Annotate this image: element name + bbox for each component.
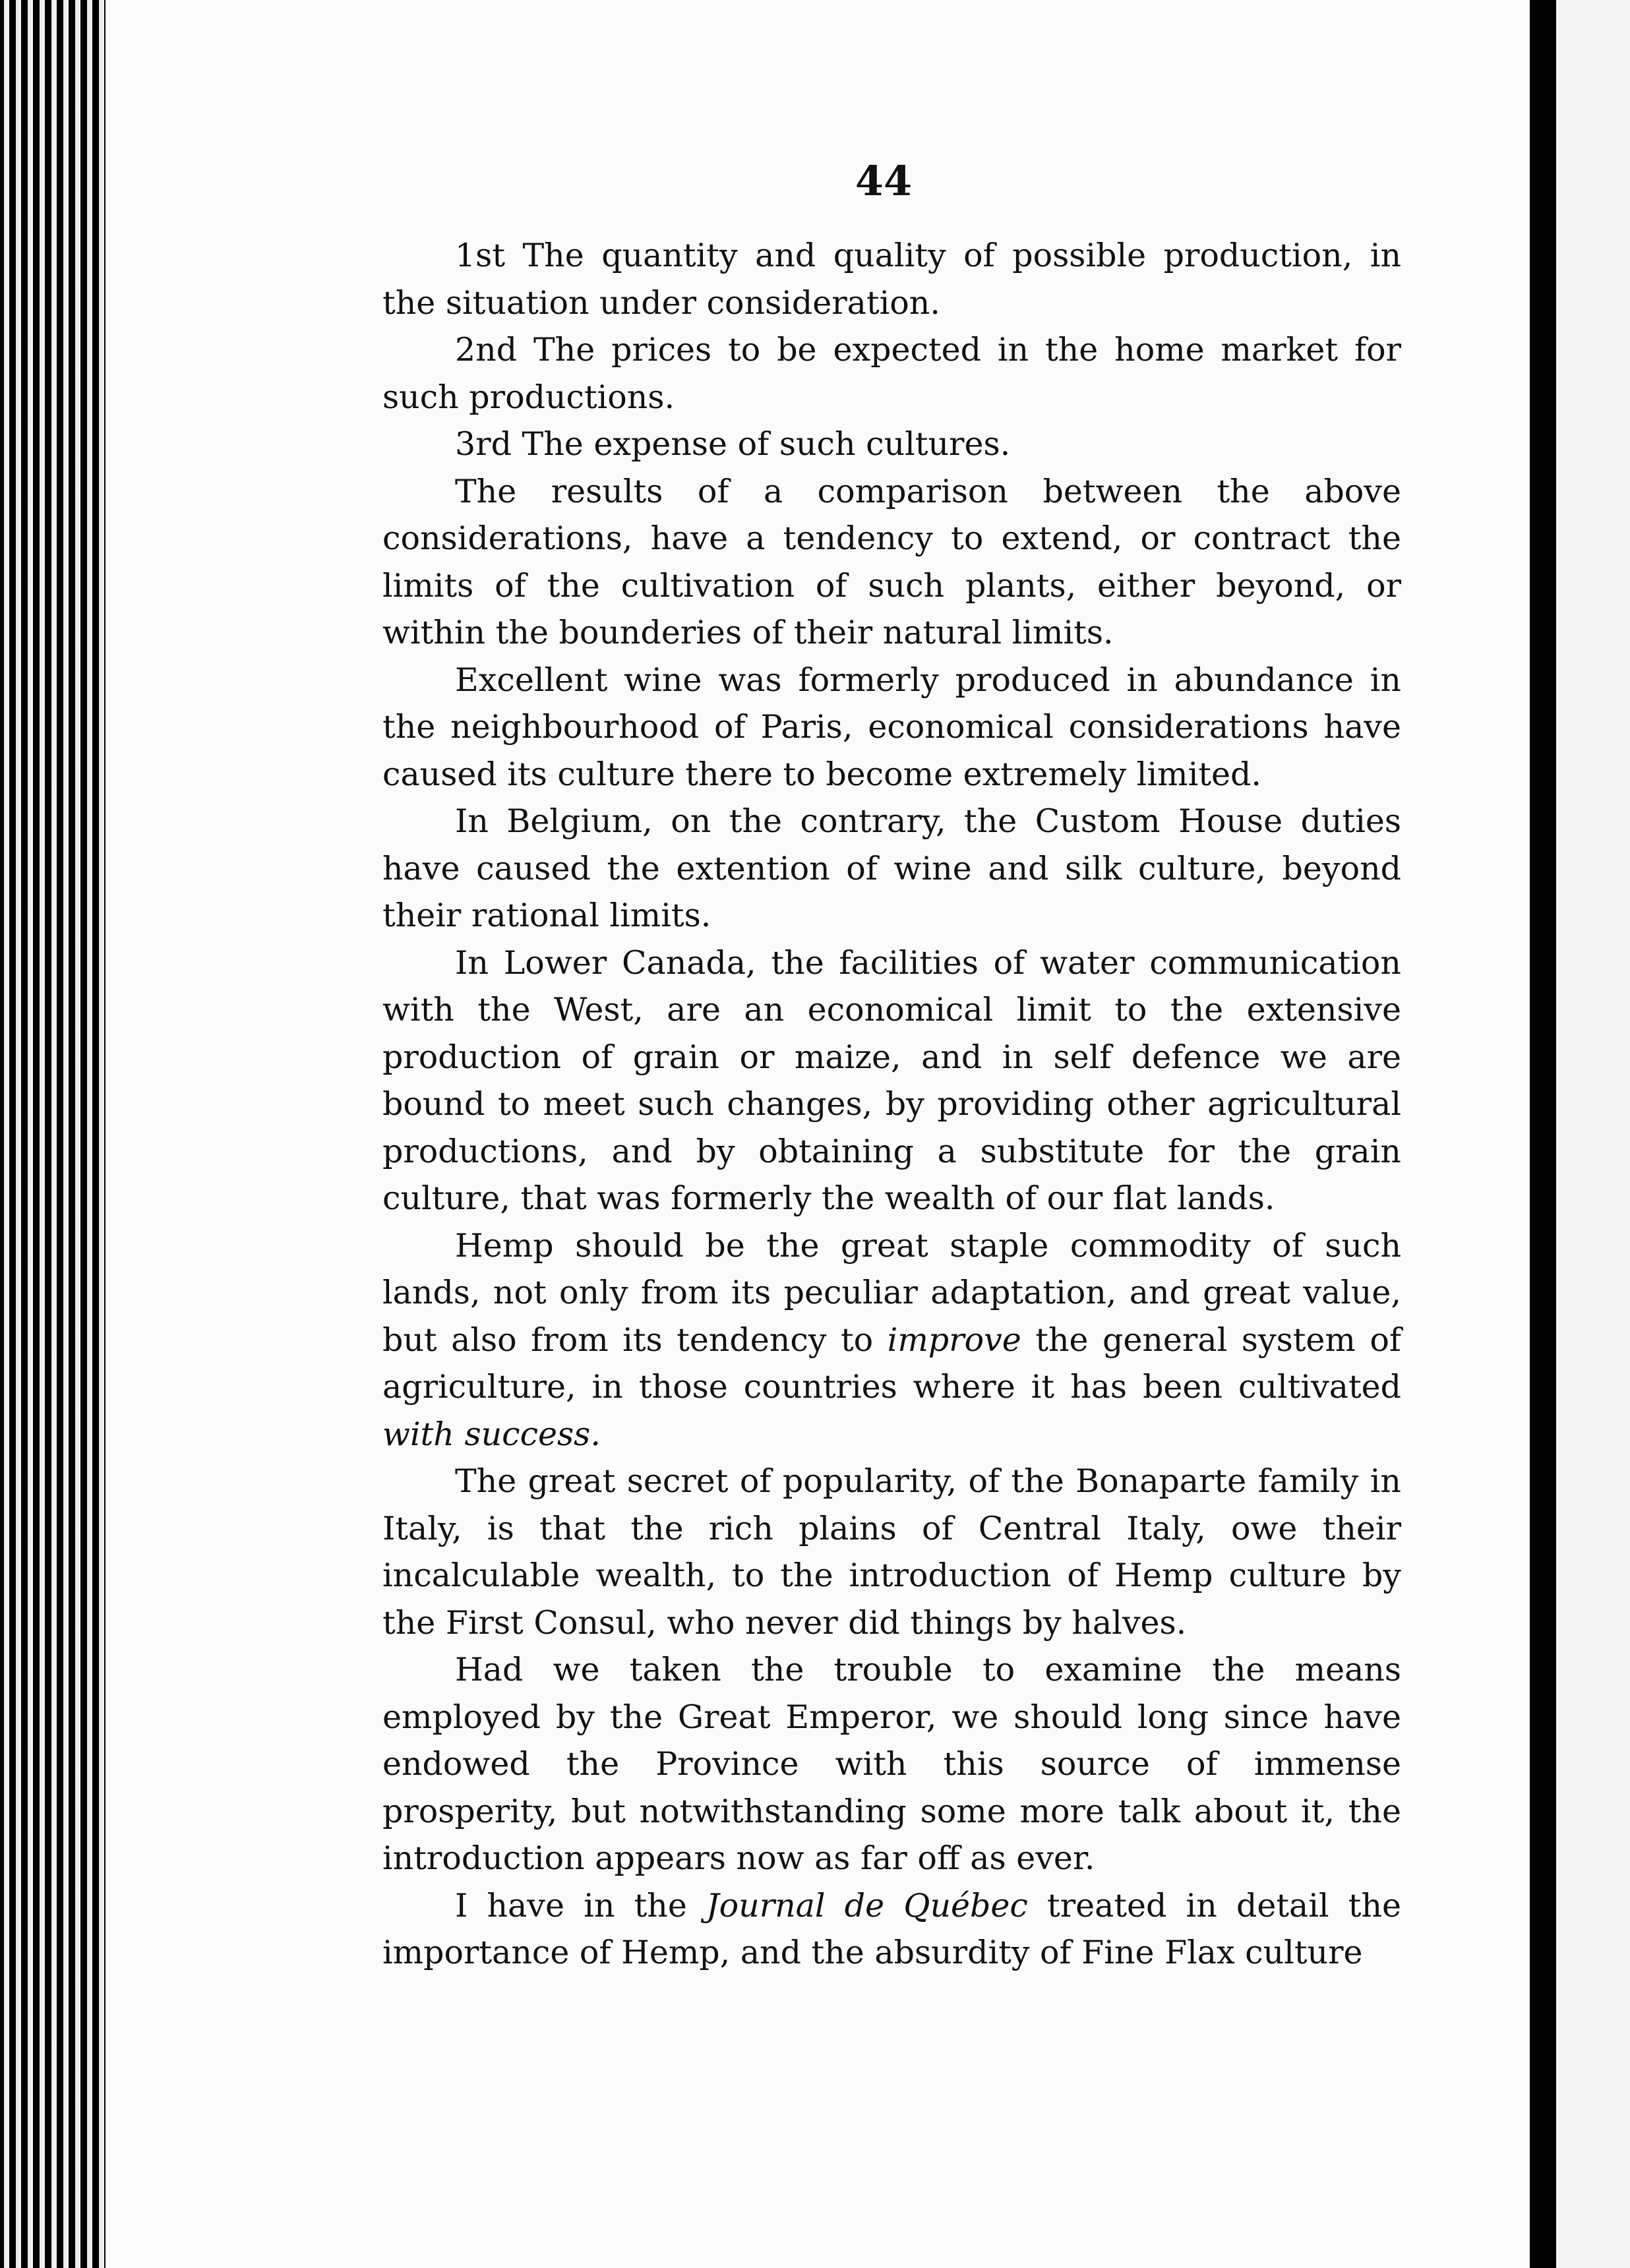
paragraph-8-italic-success: with success. [382,1415,601,1453]
paragraph-11 [382,1882,1401,1977]
paragraph-8 [382,1222,1401,1458]
paragraph-11-italic-journal: Journal de Québec [706,1886,1028,1925]
body-text [382,232,1401,1977]
paragraph-1: 1st The quantity and quality of possible production, in the situation under consideration. [382,237,1401,322]
paragraph-5: Excellent wine was formerly produced in abundance in the neighbourhood of Paris, economical considerations have caused its culture there to become extremely limited. [382,661,1401,793]
paragraph-8-italic-improve: improve [887,1321,1021,1359]
page-number: 44 [855,157,913,205]
gutter-shadow [1530,0,1556,2268]
paragraph-11-text-b: treated in detail the importance of Hemp, and the absurdity of Fine Flax culture [382,1886,1402,1971]
paragraph-2: 2nd The prices to be expected in the home market for such productions. [382,331,1401,416]
paragraph-7: In Lower Canada, the facilities of water communication with the West, are an economical limit to the extensive production of grain or maize, and in self defence we are bound to meet such changes, by providing other agricultural productions, and by obtaining a substitute for the grain culture, that was formerly the wealth of our flat lands. [382,943,1401,1217]
facing-page-edge [1556,0,1630,2268]
paragraph-3: 3rd The expense of such cultures. [455,425,1011,463]
paragraph-9: The great secret of popularity, of the Bonaparte family in Italy, is that the rich plains of Central Italy, owe their incalculable wealth, to the introduction of Hemp culture by the First Consul, who never did things by halves. [382,1462,1401,1642]
paragraph-6: In Belgium, on the contrary, the Custom House duties have caused the extention of wine and silk culture, beyond their rational limits. [382,802,1401,934]
paragraph-4: The results of a comparison between the above considerations, have a tendency to extend, or contract the limits of the cultivation of such plants, either beyond, or within the bounderies of their natural limits. [382,472,1401,651]
paragraph-8-text-b: the general system of agriculture, in those countries where it has been cultivated [382,1321,1401,1406]
paragraph-10: Had we taken the trouble to examine the means employed by the Great Emperor, we should long since have endowed the Province with this source of immense prosperity, but notwithstanding some more talk about it, the introduction appears now as far off as ever. [382,1651,1401,1877]
paragraph-11-text-a: I have in the [455,1886,706,1925]
paragraph-8-text-a: Hemp should be the great staple commodity of such lands, not only from its peculiar adaptation, and great value, but also from its tendency to [382,1226,1401,1359]
